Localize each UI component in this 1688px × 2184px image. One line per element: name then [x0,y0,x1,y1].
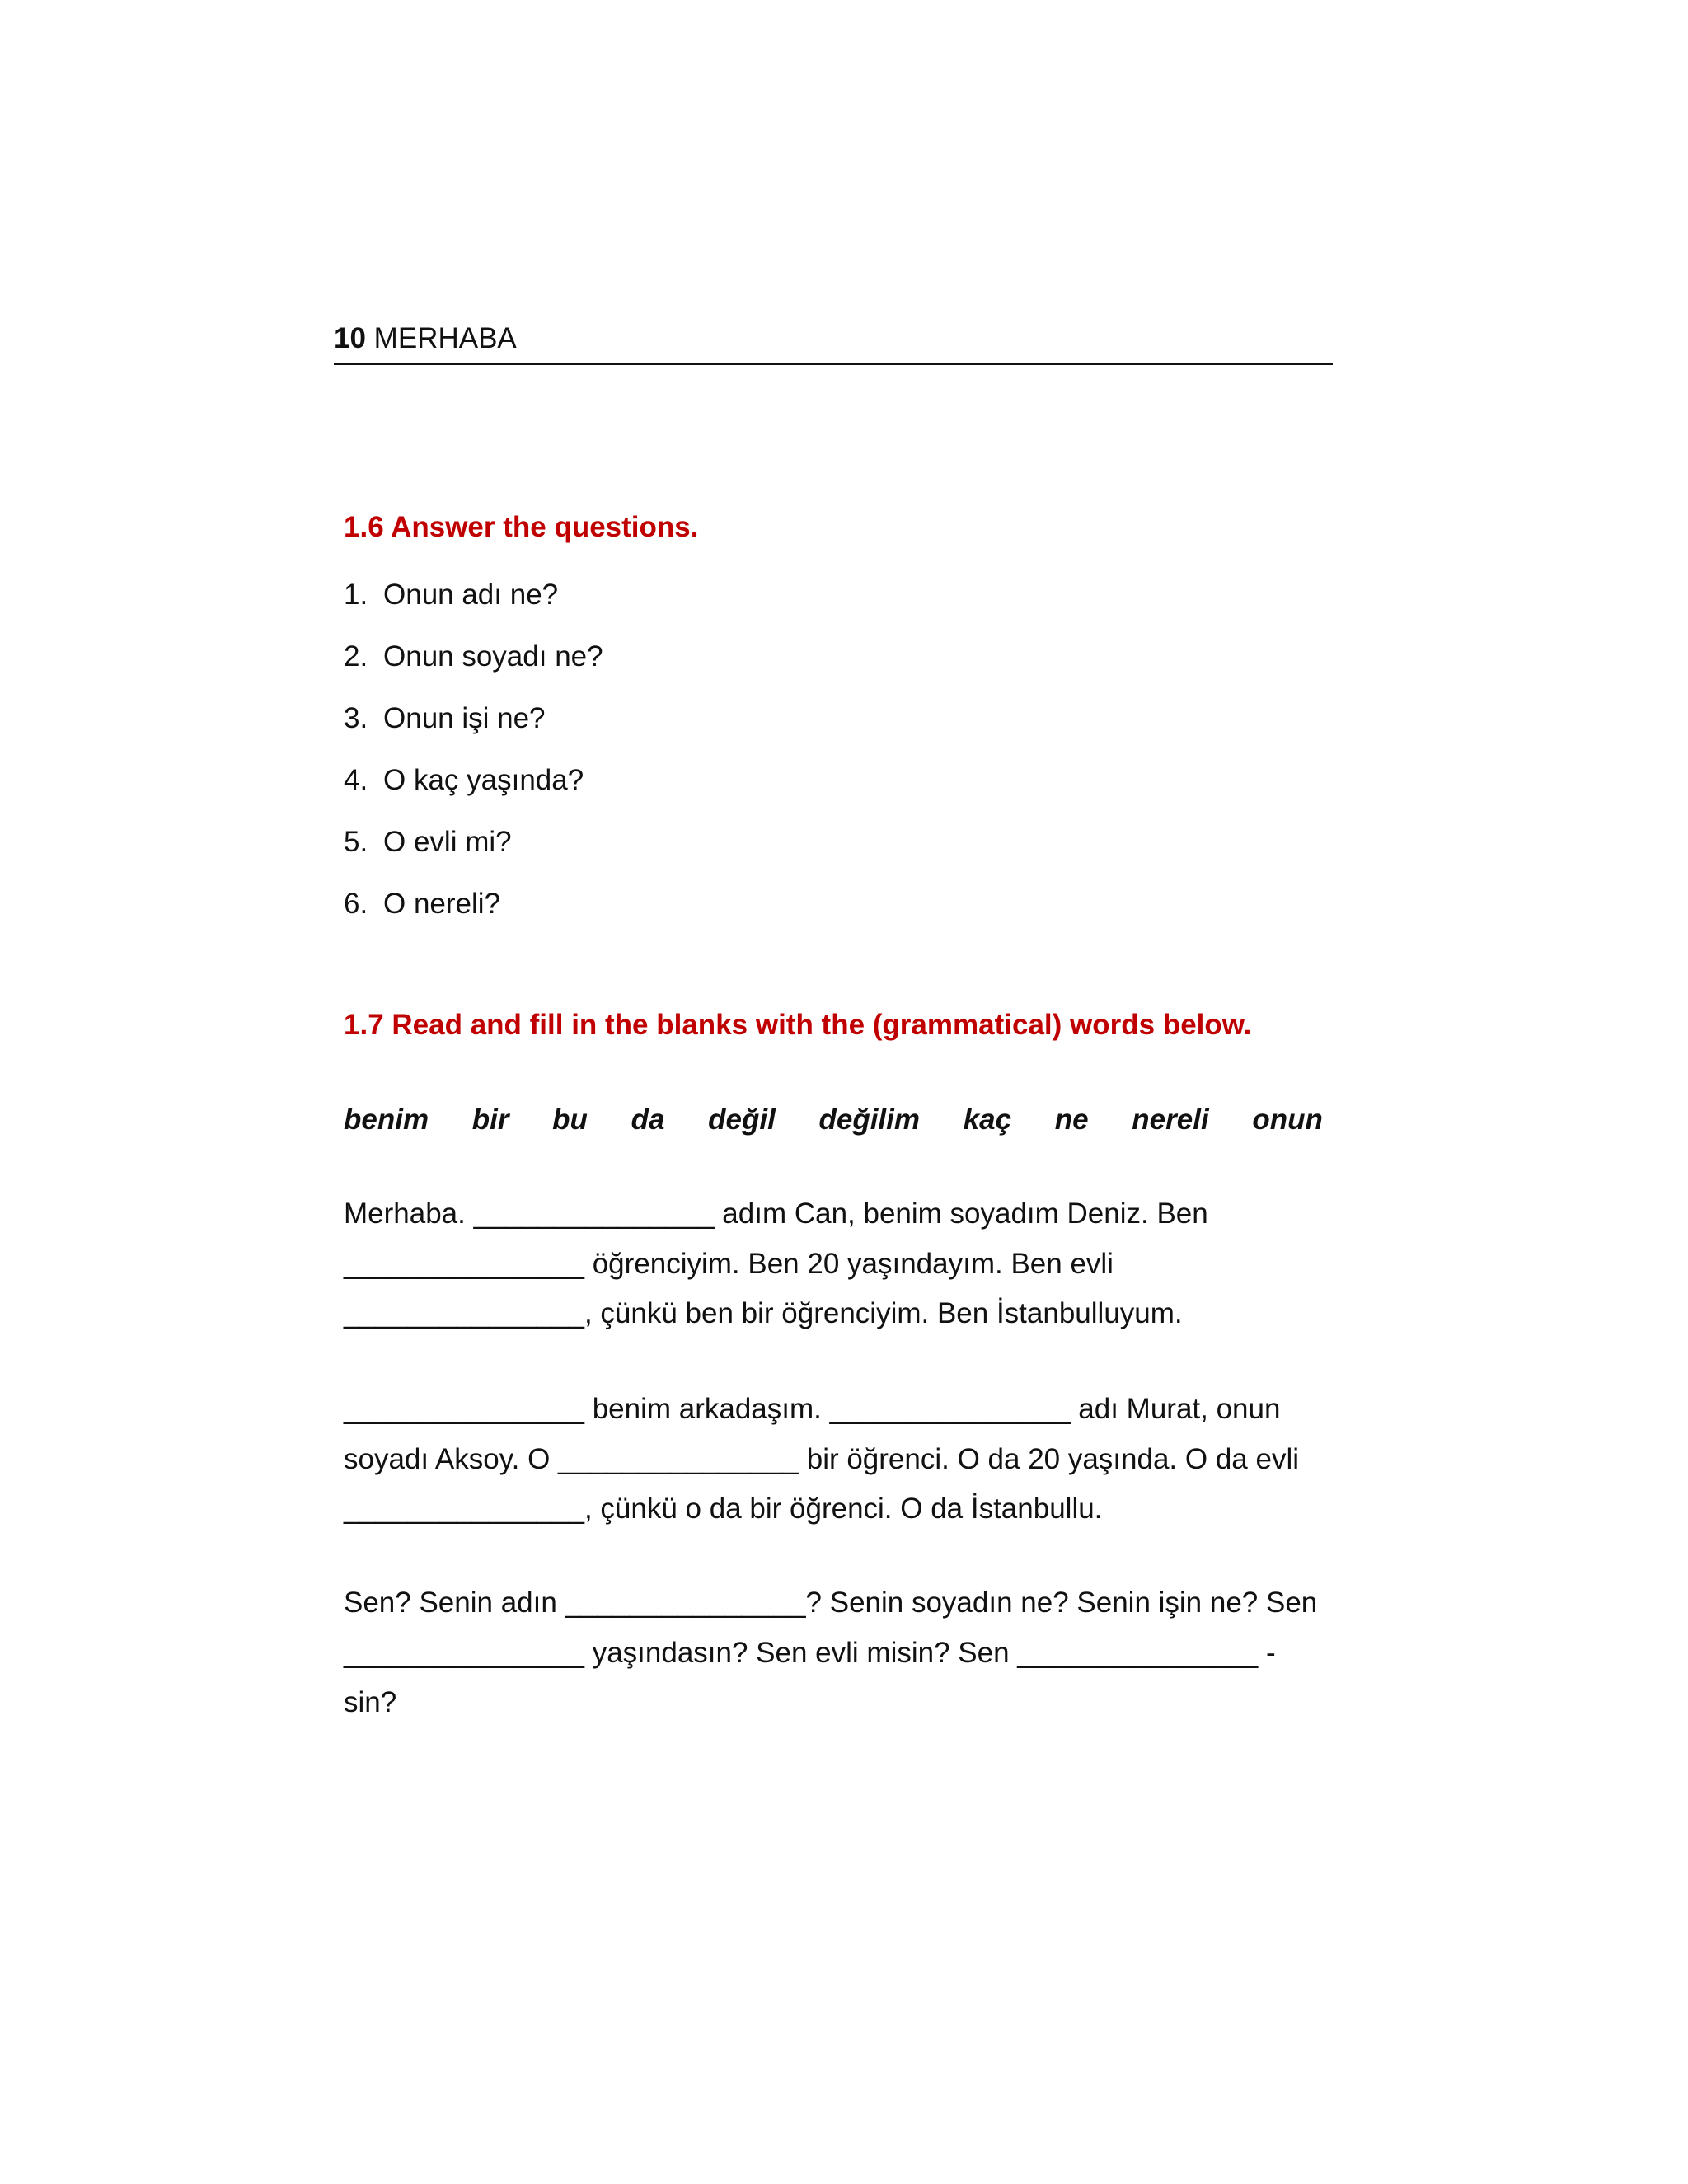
word-bank-item: benim [344,1104,429,1136]
question-number: 5. [344,826,368,858]
passage-line: _______________ yaşındasın? Sen evli misin? Sen _______________ - [344,1636,1276,1669]
word-bank-item: da [631,1104,665,1136]
question-number: 2. [344,640,368,673]
word-bank-item: ne [1054,1104,1089,1136]
passage-line: _______________ benim arkadaşım. _______________ adı Murat, onun [344,1393,1281,1425]
list-item [344,640,603,701]
word-bank-item: değil [708,1104,776,1136]
passage-line: _______________ öğrenciyim. Ben 20 yaşındayım. Ben evli [344,1247,1114,1280]
question-number: 4. [344,764,368,796]
question-number: 6. [344,888,368,920]
passage-line: Sen? Senin adın _______________? Senin soyadın ne? Senin işin ne? Sen [344,1586,1318,1619]
list-item [344,887,603,949]
page-header [334,321,1331,356]
question-text: O kaç yaşında? [383,764,584,796]
question-text: Onun işi ne? [383,702,546,734]
word-bank-item: nereli [1132,1104,1209,1136]
exercise-1-7-title: 1.7 Read and fill in the blanks with the (grammatical) words below. [344,1009,1252,1041]
question-number: 1. [344,579,368,611]
passage-line: sin? [344,1686,397,1718]
exercise-1-6-title: 1.6 Answer the questions. [344,511,699,543]
question-text: O nereli? [383,888,501,920]
page-number: 10 [334,322,366,354]
passage-paragraph [344,1578,1333,1728]
word-bank-item: bu [552,1104,588,1136]
question-number: 3. [344,702,368,734]
list-item [344,578,603,640]
passage-line: Merhaba. _______________ adım Can, benim soyadım Deniz. Ben [344,1197,1208,1230]
passage-paragraph [344,1189,1333,1339]
list-item [344,825,603,887]
list-item [344,701,603,763]
question-text: Onun adı ne? [383,579,559,611]
header-divider [334,363,1333,365]
word-bank-item: kaç [963,1104,1012,1136]
question-list [344,578,603,949]
list-item [344,763,603,825]
chapter-title: MERHABA [373,322,517,354]
passage-line: _______________, çünkü o da bir öğrenci. O da İstanbullu. [344,1493,1103,1525]
passage-line: _______________, çünkü ben bir öğrenciyim. Ben İstanbulluyum. [344,1297,1183,1329]
word-bank-item: bir [471,1104,509,1136]
passage-paragraph [344,1385,1333,1535]
question-text: Onun soyadı ne? [383,640,603,673]
question-text: O evli mi? [383,826,512,858]
passage-line: soyadı Aksoy. O _______________ bir öğrenci. O da 20 yaşında. O da evli [344,1442,1299,1475]
word-bank-item: değilim [818,1104,921,1136]
word-bank [344,1103,1323,1137]
word-bank-item: onun [1252,1104,1323,1136]
